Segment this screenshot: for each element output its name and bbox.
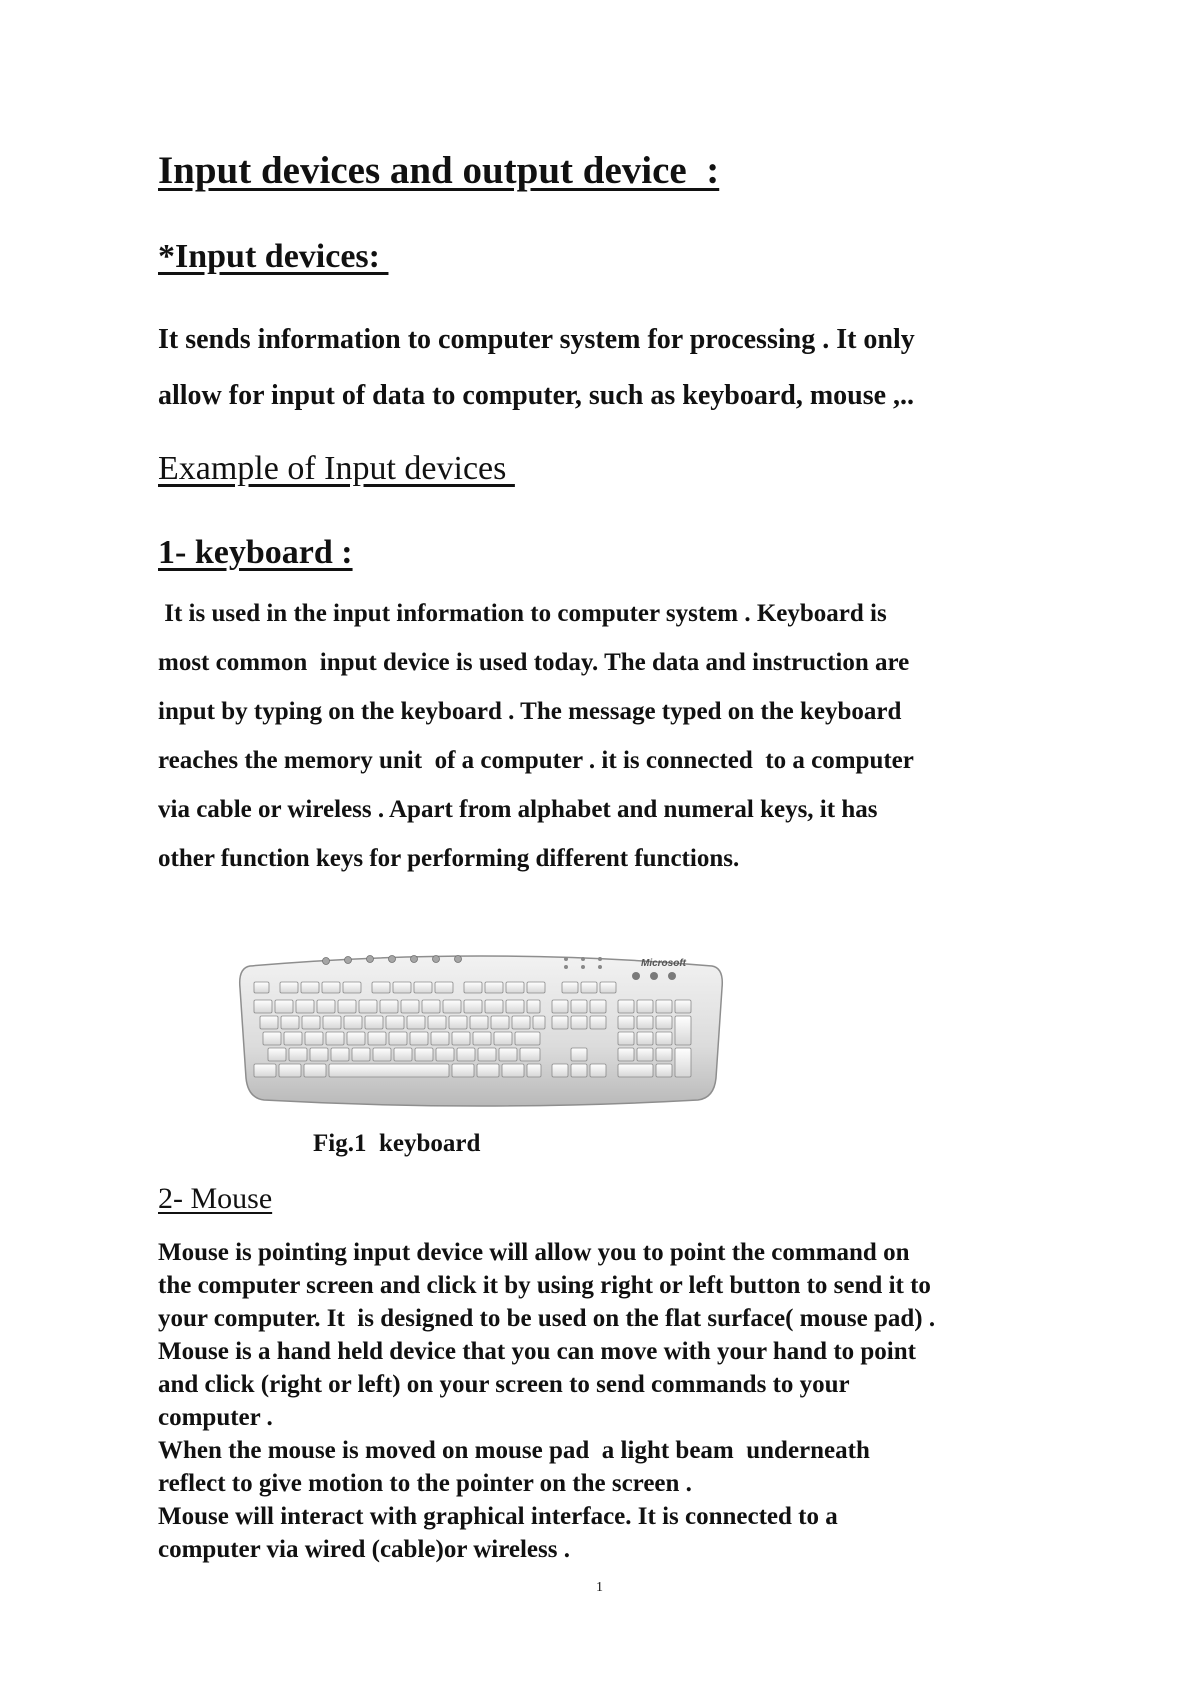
key [571,1048,587,1061]
text-line: When the mouse is moved on mouse pad a light beam underneath [158,1437,870,1464]
text-line: input by typing on the keyboard . The message typed on the keyboard [158,698,902,725]
key [637,1048,653,1061]
key [515,1032,540,1045]
key [280,982,298,993]
key [478,1048,496,1061]
text-line: Mouse is pointing input device will allow you to point the command on [158,1239,910,1266]
key [485,1000,503,1013]
key [263,1032,281,1045]
key [443,1000,461,1013]
key [552,1064,568,1077]
key [470,1016,488,1029]
figure-caption: Fig.1 keyboard [313,1130,481,1157]
text-line: Mouse is a hand held device that you can move with your hand to point [158,1338,916,1365]
key [552,1000,568,1013]
key [359,1000,377,1013]
key [675,1016,691,1045]
text-line: other function keys for performing different functions. [158,845,740,872]
key [322,982,340,993]
text-line: Mouse will interact with graphical interface. It is connected to a [158,1503,838,1530]
key [407,1016,425,1029]
keyboard-paragraph [158,589,1058,883]
key [637,1016,653,1029]
key [281,1016,299,1029]
key [329,1064,449,1077]
key [254,982,269,993]
key [326,1032,344,1045]
key [473,1032,491,1045]
key [279,1064,301,1077]
key [389,1032,407,1045]
text-line: It sends information to computer system for processing . It only [158,324,915,355]
text-line: It is used in the input information to computer system . Keyboard is [158,600,887,627]
key [436,1048,454,1061]
key [571,1064,587,1077]
key [491,1016,509,1029]
key [414,982,432,993]
key [452,1032,470,1045]
text-line: via cable or wireless . Apart from alphabet and numeral keys, it has [158,796,878,823]
key [502,1064,524,1077]
key [590,1016,606,1029]
keyboard-heading: 1- keyboard : [158,534,353,571]
key [499,1048,517,1061]
keyboard-figure [236,948,726,1113]
key [590,1000,606,1013]
key [590,1064,606,1077]
key [457,1048,475,1061]
key [302,1016,320,1029]
key [275,1000,293,1013]
text-line: reaches the memory unit of a computer . it is connected to a computer [158,747,914,774]
key [428,1016,446,1029]
keyboard-body [240,956,723,1106]
key [464,982,482,993]
key [494,1032,512,1045]
key [533,1016,545,1029]
key [368,1032,386,1045]
key [343,982,361,993]
key [344,1016,362,1029]
key [485,982,503,993]
key [393,982,411,993]
key [352,1048,370,1061]
key [618,1000,634,1013]
key [373,1048,391,1061]
text-line: allow for input of data to computer, such as keyboard, mouse ,.. [158,380,915,411]
text-line: reflect to give motion to the pointer on the screen . [158,1470,692,1497]
key [656,1016,672,1029]
key [289,1048,307,1061]
key [331,1048,349,1061]
key [301,982,319,993]
key [506,982,524,993]
key [571,1000,587,1013]
key [435,982,453,993]
text-line: the computer screen and click it by using right or left button to send it to [158,1272,931,1299]
text-line: most common input device is used today. The data and instruction are [158,649,910,676]
key [656,1032,672,1045]
key [452,1064,474,1077]
key [618,1032,634,1045]
key [637,1000,653,1013]
key [296,1000,314,1013]
key [464,1000,482,1013]
right-buttons [632,972,676,980]
text-line: computer . [158,1404,273,1431]
key [512,1016,530,1029]
key [365,1016,383,1029]
key [618,1016,634,1029]
key [562,982,578,993]
intro-paragraph [158,312,1058,424]
input-devices-heading: *Input devices: [158,238,389,275]
page-number: 1 [596,1580,603,1595]
key [254,1064,276,1077]
key [431,1032,449,1045]
key [552,1016,568,1029]
key [656,1000,672,1013]
key [410,1032,428,1045]
key [675,1000,691,1013]
key [527,982,545,993]
key [477,1064,499,1077]
key [304,1064,326,1077]
key [415,1048,433,1061]
key [600,982,616,993]
examples-heading: Example of Input devices [158,450,515,487]
key [260,1016,278,1029]
mouse-paragraph [158,1236,1078,1566]
mouse-heading: 2- Mouse [158,1182,273,1215]
key [618,1048,634,1061]
key [527,1000,540,1013]
key [449,1016,467,1029]
key [347,1032,365,1045]
brand-logo: Microsoft [641,958,686,969]
key [323,1016,341,1029]
key [401,1000,419,1013]
key [656,1048,672,1061]
key [372,982,390,993]
key [317,1000,335,1013]
key [637,1032,653,1045]
text-line: your computer. It is designed to be used on the flat surface( mouse pad) . [158,1305,936,1332]
key [305,1032,323,1045]
key [422,1000,440,1013]
key [527,1064,541,1077]
key [618,1064,653,1077]
text-line: computer via wired (cable)or wireless . [158,1536,570,1563]
key [506,1000,524,1013]
key [338,1000,356,1013]
key [520,1048,540,1061]
key [386,1016,404,1029]
key [656,1064,672,1077]
key [310,1048,328,1061]
key [284,1032,302,1045]
key [254,1000,272,1013]
key [571,1016,587,1029]
key [268,1048,286,1061]
text-line: and click (right or left) on your screen to send commands to your [158,1371,850,1398]
key [380,1000,398,1013]
key [675,1048,691,1077]
page-title: Input devices and output device : [158,149,720,192]
key [394,1048,412,1061]
key [581,982,597,993]
